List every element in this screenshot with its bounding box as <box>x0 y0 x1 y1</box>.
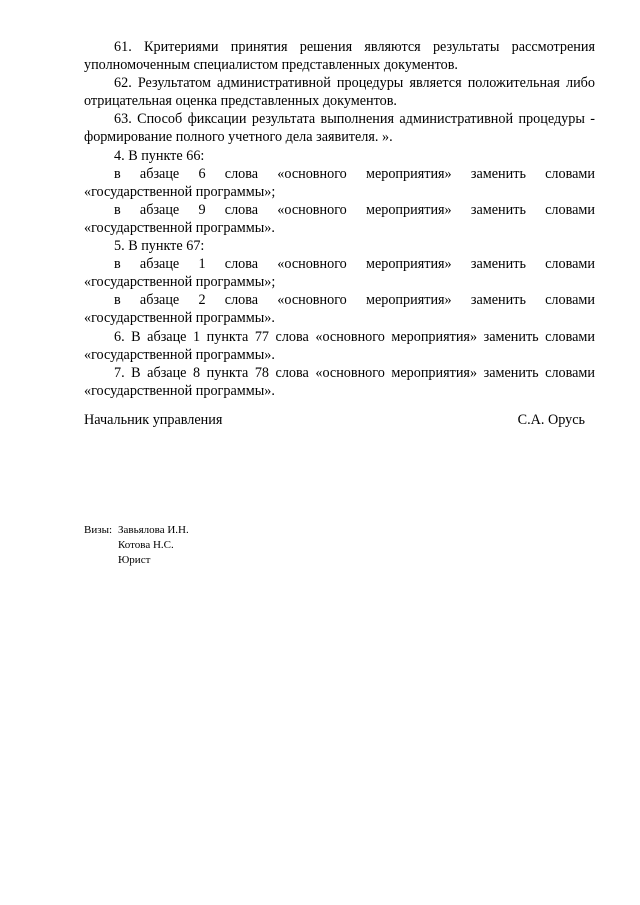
paragraph-item-4-abzac-9: в абзаце 9 слова «основного мероприятия» заменить словами «государственной программы». <box>84 201 595 236</box>
visas-label: Визы: <box>84 524 113 536</box>
paragraph-63: 63. Способ фиксации результата выполнения административной процедуры - формирование полного учетного дела заявителя. ». <box>84 111 595 146</box>
paragraph-item-5-abzac-2: в абзаце 2 слова «основного мероприятия» заменить словами «государственной программы». <box>84 292 595 327</box>
paragraph-item-7: 7. В абзаце 8 пункта 78 слова «основного мероприятия» заменить словами «государственной программы». <box>84 364 595 399</box>
paragraph-61: 61. Критериями принятия решения являются результаты рассмотрения уполномоченным специалистом представленных документов. <box>84 39 595 74</box>
paragraph-item-4-abzac-6: в абзаце 6 слова «основного мероприятия» заменить словами «государственной программы»; <box>84 165 595 200</box>
document-body <box>84 38 595 400</box>
visas-list <box>118 523 189 568</box>
visa-item: Юрист <box>118 554 151 566</box>
paragraph-item-5-abzac-1: в абзаце 1 слова «основного мероприятия» заменить словами «государственной программы»; <box>84 256 595 291</box>
signatory-title: Начальник управления <box>84 412 223 428</box>
visa-item: Завьялова И.Н. <box>118 524 189 536</box>
visa-item: Котова Н.С. <box>118 539 174 551</box>
paragraph-item-5: 5. В пункте 67: <box>114 238 205 255</box>
paragraph-62: 62. Результатом административной процедуры является положительная либо отрицательная оценка представленных документов. <box>84 75 595 110</box>
signatory-name: С.А. Орусь <box>517 412 585 428</box>
paragraph-item-4: 4. В пункте 66: <box>114 147 205 164</box>
paragraph-item-6: 6. В абзаце 1 пункта 77 слова «основного мероприятия» заменить словами «государственной программы». <box>84 328 595 363</box>
